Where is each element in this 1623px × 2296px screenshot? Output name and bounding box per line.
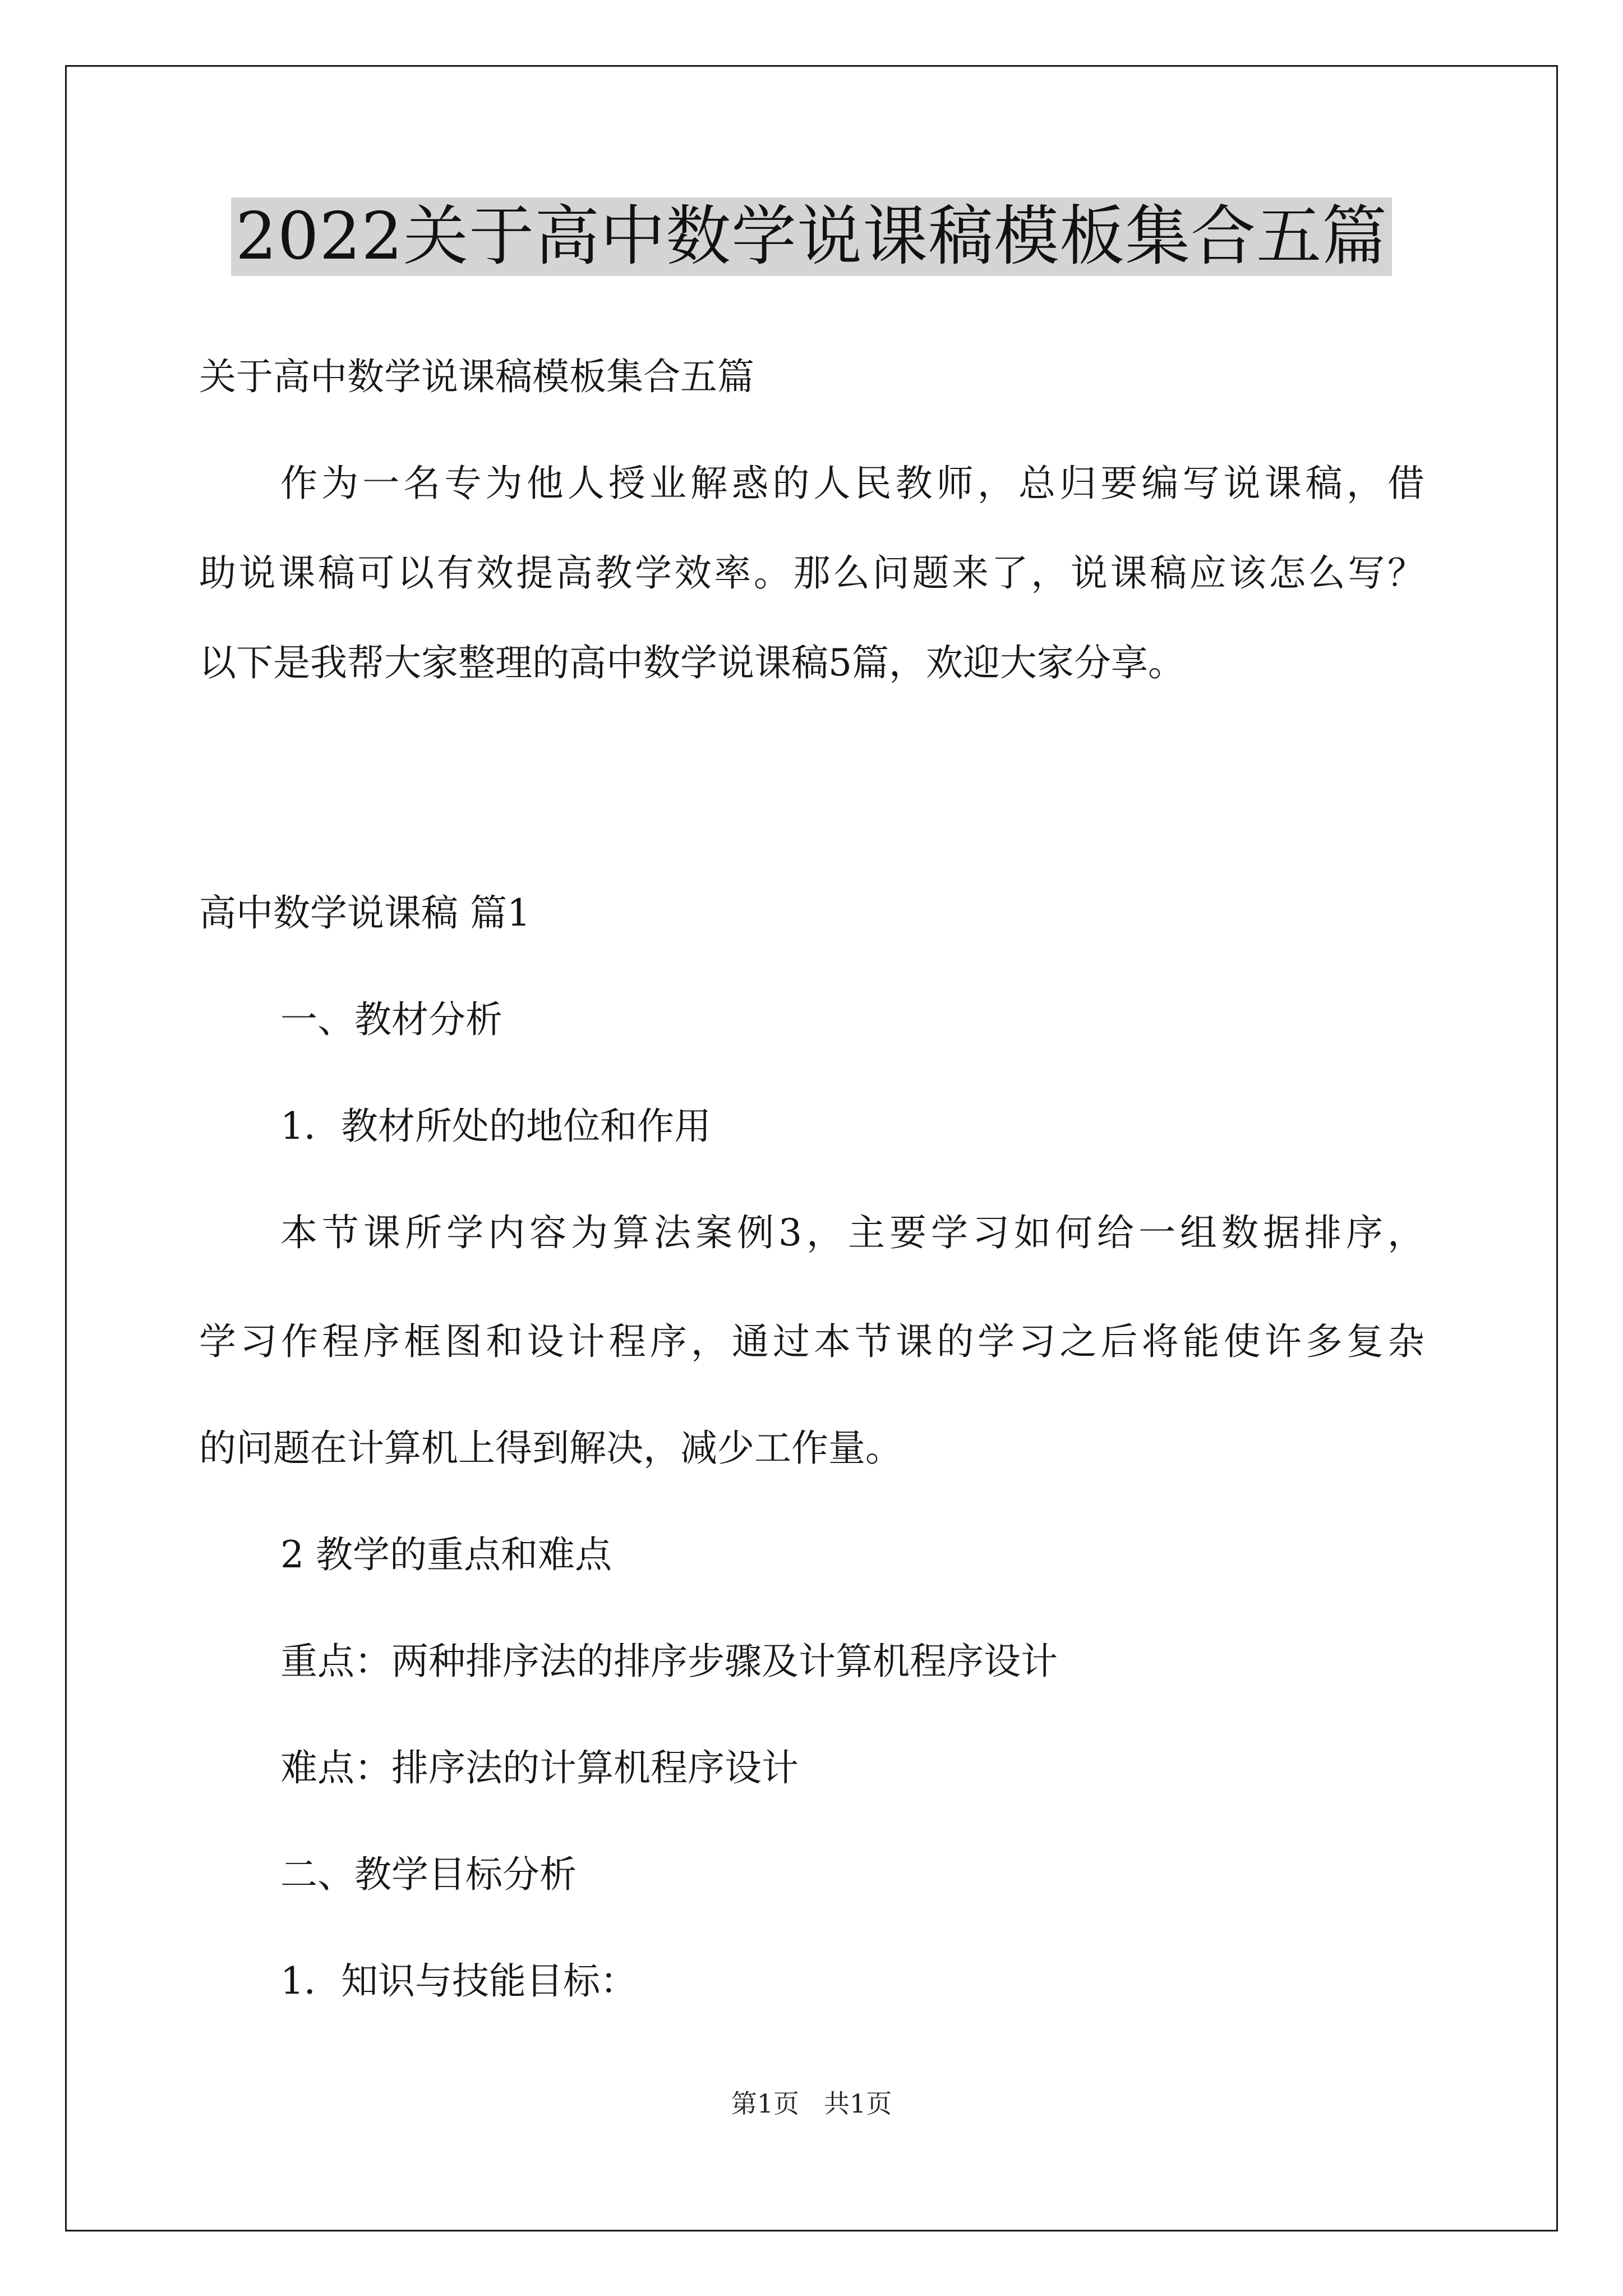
document-title: 2022关于高中数学说课稿模板集合五篇 xyxy=(231,197,1392,276)
intro-paragraph-line-3: 以下是我帮大家整理的高中数学说课稿5篇，欢迎大家分享。 xyxy=(199,641,1185,684)
title-container xyxy=(0,197,1623,276)
page-number: 第1页 xyxy=(731,2088,799,2119)
heading-textbook-analysis: 一、教材分析 xyxy=(280,998,502,1041)
intro-paragraph-line-2: 助说课稿可以有效提高教学效率。那么问题来了，说课稿应该怎么写？ xyxy=(199,551,1424,595)
content-paragraph-line-2: 学习作程序框图和设计程序，通过本节课的学习之后将能使许多复杂 xyxy=(199,1320,1424,1363)
page-footer xyxy=(0,2088,1623,2119)
content-paragraph-line-3: 的问题在计算机上得到解决，减少工作量。 xyxy=(199,1427,902,1470)
intro-paragraph-line-1: 作为一名专为他人授业解惑的人民教师，总归要编写说课稿，借 xyxy=(280,462,1424,505)
difficulty-text: 难点：排序法的计算机程序设计 xyxy=(280,1746,799,1789)
heading-key-points: 2 教学的重点和难点 xyxy=(280,1533,612,1576)
heading-knowledge-skills: 1．知识与技能目标： xyxy=(280,1959,637,2003)
content-paragraph-line-1: 本节课所学内容为算法案例3，主要学习如何给一组数据排序， xyxy=(280,1211,1424,1254)
section-heading: 高中数学说课稿 篇1 xyxy=(199,891,531,935)
heading-position-and-role: 1．教材所处的地位和作用 xyxy=(280,1105,711,1148)
subtitle-line: 关于高中数学说课稿模板集合五篇 xyxy=(199,355,754,398)
heading-objectives: 二、教学目标分析 xyxy=(280,1853,577,1896)
page-total: 共1页 xyxy=(824,2088,892,2119)
key-point-text: 重点：两种排序法的排序步骤及计算机程序设计 xyxy=(280,1640,1058,1683)
